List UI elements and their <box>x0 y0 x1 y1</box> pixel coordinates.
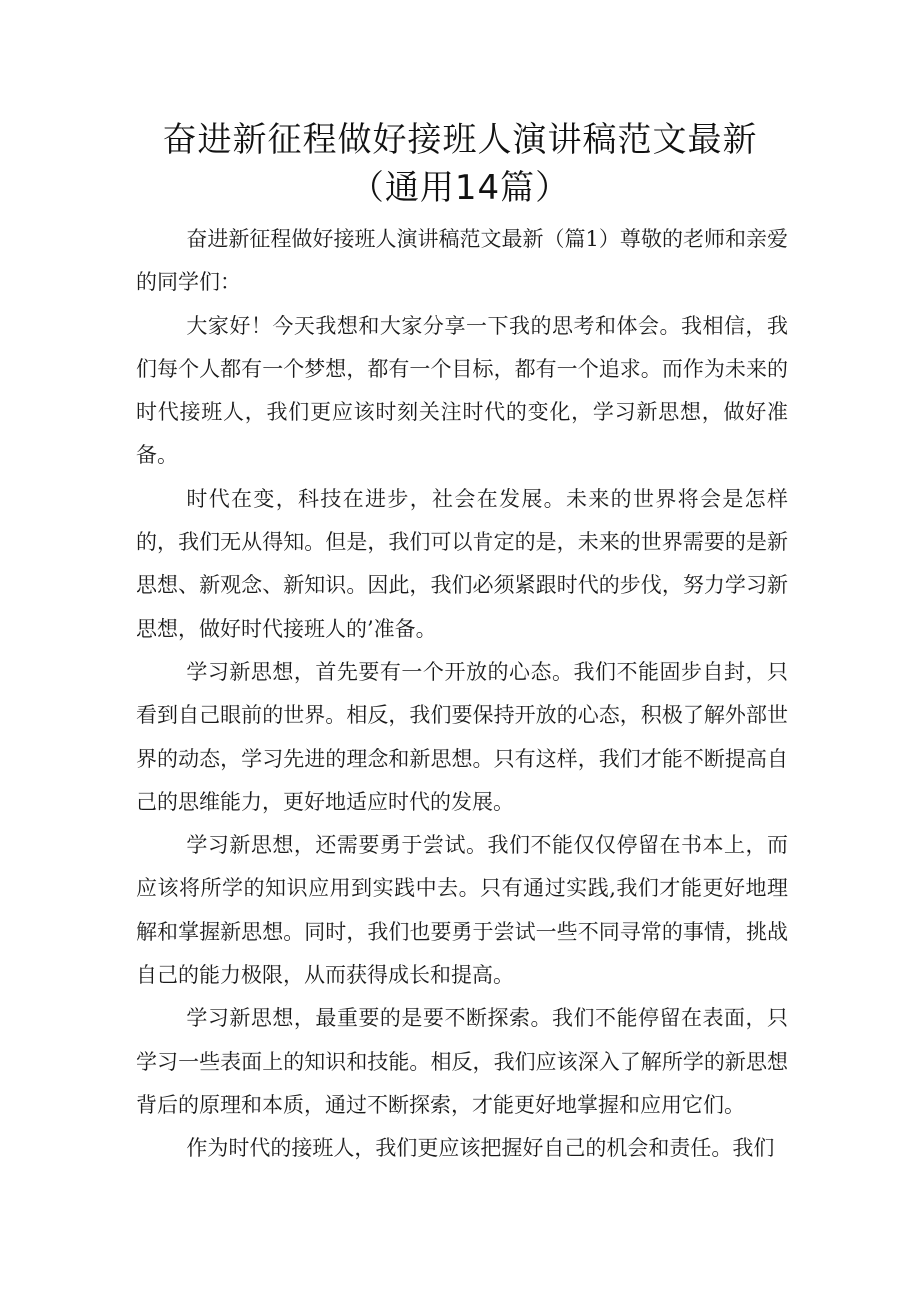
document-title: 奋进新征程做好接班人演讲稿范文最新（通用14篇） <box>162 120 758 208</box>
paragraph-1: 奋进新征程做好接班人演讲稿范文最新（篇1）尊敬的老师和亲爱的同学们： <box>136 227 788 295</box>
paragraph-3: 时代在变，科技在进步，社会在发展。未来的世界将会是怎样的，我们无从得知。但是，我们可以肯定的是，未来的世界需要的是新思想、新观念、新知识。因此，我们必须紧跟时代的步伐，努力学习新思想，做好时代接班人的’准备。 <box>136 486 788 641</box>
paragraph-4: 学习新思想，首先要有一个开放的心态。我们不能固步自封，只看到自己眼前的世界。相反，我们要保持开放的心态，积极了解外部世界的动态，学习先进的理念和新思想。只有这样，我们才能不断提高自己的思维能力，更好地适应时代的发展。 <box>136 659 788 814</box>
paragraph-5: 学习新思想，还需要勇于尝试。我们不能仅仅停留在书本上，而应该将所学的知识应用到实践中去。只有通过实践,我们才能更好地理解和掌握新思想。同时，我们也要勇于尝试一些不同寻常的事情，挑战自己的能力极限，从而获得成长和提高。 <box>136 833 788 988</box>
document-body <box>136 218 788 1171</box>
paragraph-6: 学习新思想，最重要的是要不断探索。我们不能停留在表面，只学习一些表面上的知识和技能。相反，我们应该深入了解所学的新思想背后的原理和本质，通过不断探索，才能更好地掌握和应用它们。 <box>136 1006 788 1117</box>
paragraph-2: 大家好！今天我想和大家分享一下我的思考和体会。我相信，我们每个人都有一个梦想，都有一个目标，都有一个追求。而作为未来的时代接班人，我们更应该时刻关注时代的变化，学习新思想，做好准备。 <box>136 313 788 468</box>
paragraph-7: 作为时代的接班人，我们更应该把握好自己的机会和责任。我们 <box>186 1136 775 1161</box>
